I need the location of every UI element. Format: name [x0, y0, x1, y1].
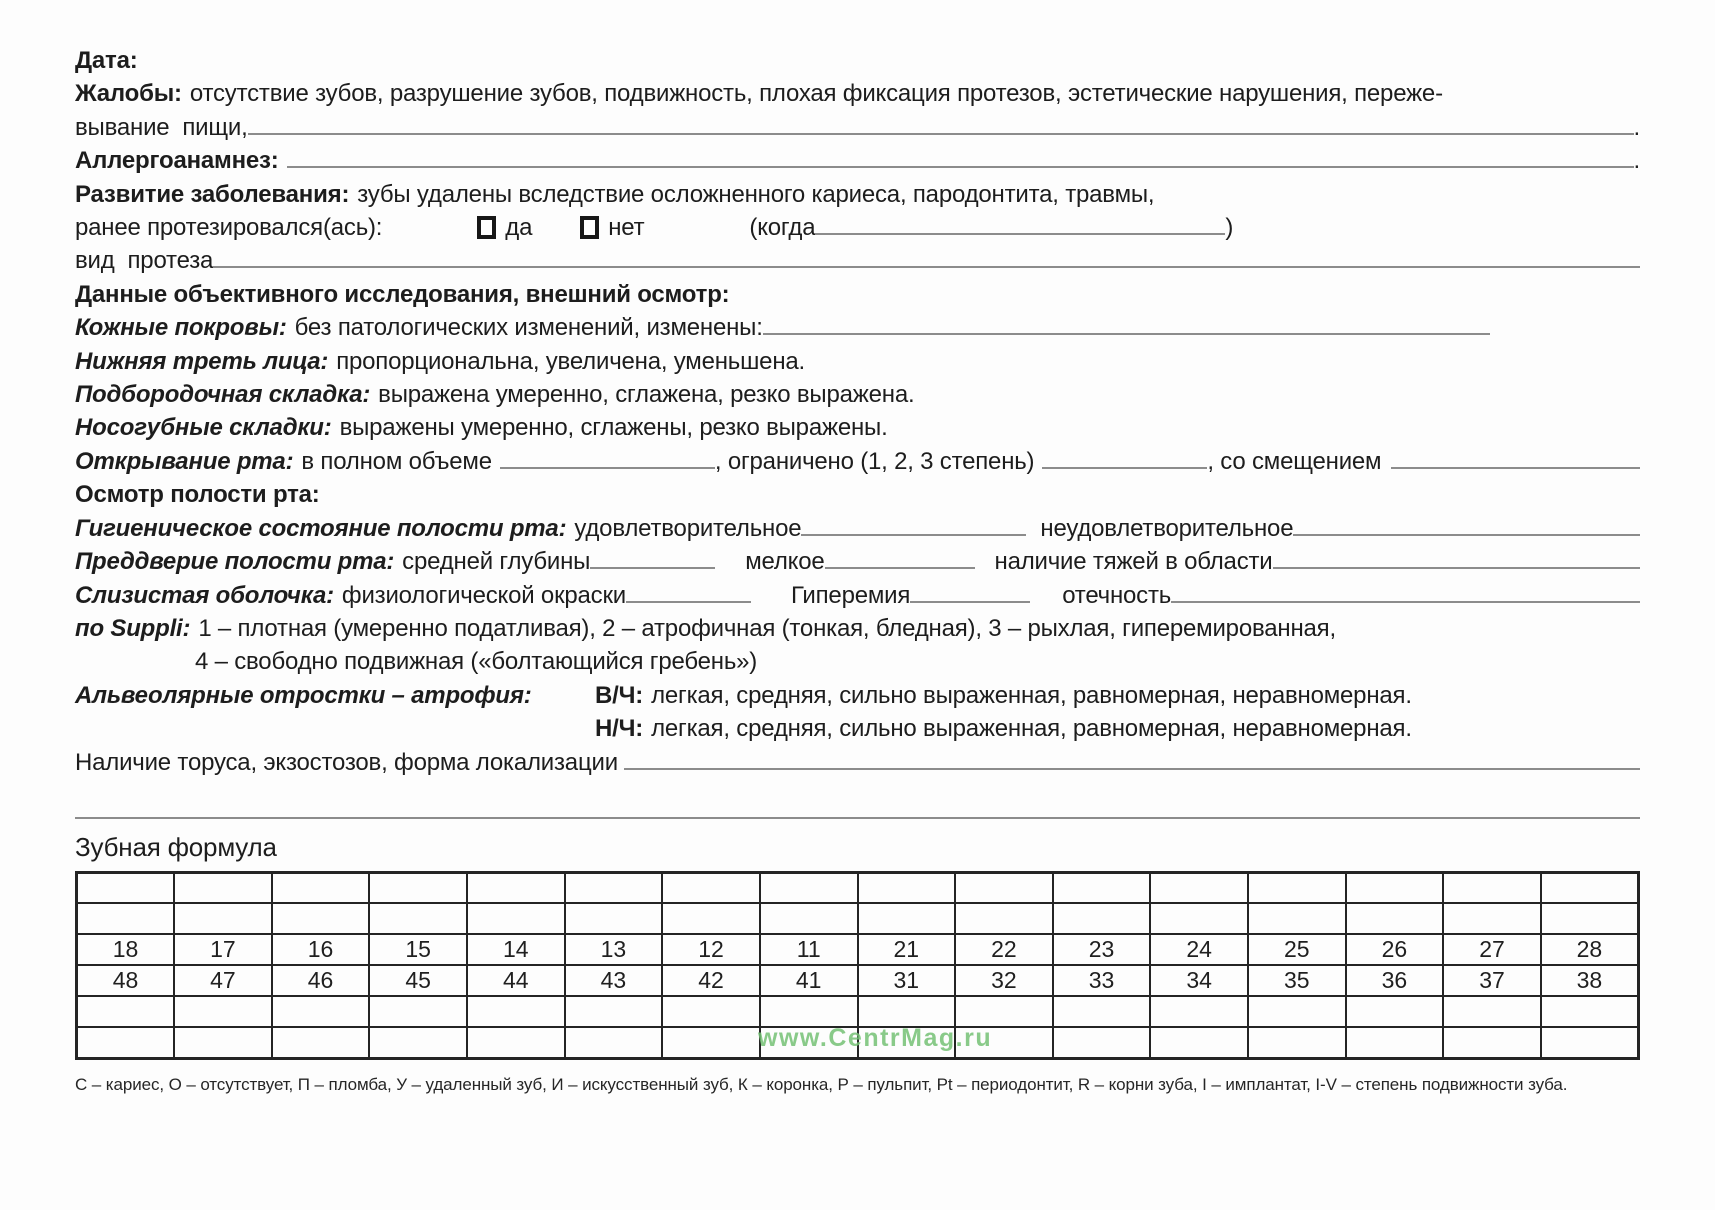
chin-fold-label: Подбородочная складка: [75, 381, 371, 409]
tooth-cell [272, 903, 370, 934]
complaints-text-continued: вывание пищи, [75, 113, 248, 141]
alveolar-lower-label: Н/Ч: [595, 715, 644, 743]
tooth-cell [1053, 996, 1151, 1027]
tooth-cell [1443, 1027, 1541, 1058]
tooth-number-cell: 44 [467, 965, 565, 996]
table-row [77, 872, 1639, 903]
tooth-cell [565, 1027, 663, 1058]
tooth-cell [77, 1027, 175, 1058]
tooth-number-cell: 35 [1248, 965, 1346, 996]
mucosa-line [75, 579, 1640, 612]
tooth-number-cell: 28 [1541, 934, 1639, 965]
prosthetics-no-label: нет [608, 214, 645, 242]
tooth-number-cell: 36 [1346, 965, 1444, 996]
blank-line [1391, 467, 1640, 469]
formula-title: Зубная формула [75, 831, 277, 862]
blank-line [825, 567, 975, 569]
tooth-cell [1248, 872, 1346, 903]
torus-line [75, 746, 1640, 779]
prosthesis-kind-label: вид протеза [75, 247, 214, 275]
tooth-cell [1150, 1027, 1248, 1058]
tooth-cell [858, 903, 956, 934]
tooth-cell [467, 903, 565, 934]
mouth-opening-line [75, 445, 1640, 478]
tooth-cell [662, 903, 760, 934]
suppli-continued-line [75, 645, 1640, 678]
tooth-cell [1541, 903, 1639, 934]
tooth-cell [1053, 1027, 1151, 1058]
tooth-cell [1443, 903, 1541, 934]
nasolabial-folds-label: Носогубные складки: [75, 414, 332, 442]
date-line [75, 44, 1640, 77]
tooth-cell [1053, 903, 1151, 934]
tooth-cell [565, 996, 663, 1027]
tooth-number-cell: 13 [565, 934, 663, 965]
hygiene-unsatisfactory: неудовлетворительное [1040, 514, 1294, 542]
vestibule-small: мелкое [745, 548, 825, 576]
blank-line [763, 333, 1490, 335]
tooth-number-cell: 45 [369, 965, 467, 996]
tooth-cell [662, 872, 760, 903]
tooth-cell [1541, 1027, 1639, 1058]
blank-line [801, 534, 1026, 536]
alveolar-label-cell [75, 679, 595, 746]
tooth-cell [565, 903, 663, 934]
oral-header-line [75, 478, 1640, 511]
tooth-cell [369, 903, 467, 934]
tooth-cell [955, 872, 1053, 903]
tooth-cell [77, 996, 175, 1027]
allergy-line [75, 144, 1640, 177]
tooth-number-cell: 16 [272, 934, 370, 965]
alveolar-upper-line [595, 679, 1640, 712]
prosthetics-label: ранее протезировался(ась): [75, 214, 383, 242]
tooth-cell [955, 996, 1053, 1027]
tooth-number-cell: 12 [662, 934, 760, 965]
blank-line [1293, 534, 1640, 536]
hygiene-label: Гигиеническое состояние полости рта: [75, 514, 567, 542]
tooth-cell [858, 872, 956, 903]
tooth-cell [1443, 872, 1541, 903]
tooth-cell [467, 996, 565, 1027]
date-label: Дата: [75, 47, 138, 74]
mouth-opening-full: в полном объеме [301, 447, 492, 475]
prosthetics-line [75, 211, 1640, 244]
tooth-number-cell: 43 [565, 965, 663, 996]
lower-face-label: Нижняя треть лица: [75, 347, 329, 375]
formula-title-line [75, 829, 1640, 865]
tooth-number-cell: 33 [1053, 965, 1151, 996]
mucosa-edema: отечность [1062, 581, 1172, 609]
nasolabial-folds-text: выражены умеренно, сглажены, резко выражены. [339, 414, 888, 442]
tooth-cell [369, 872, 467, 903]
tooth-cell [662, 996, 760, 1027]
tooth-cell [1443, 996, 1541, 1027]
lower-face-line [75, 345, 1640, 378]
tooth-number-cell: 17 [174, 934, 272, 965]
blank-line [910, 601, 1030, 603]
table-row [77, 903, 1639, 934]
lower-face-text: пропорциональна, увеличена, уменьшена. [336, 347, 805, 375]
tooth-number-cell: 18 [77, 934, 175, 965]
tooth-number-cell: 25 [1248, 934, 1346, 965]
watermark: www.CentrMag.ru [758, 1024, 993, 1052]
complaints-line [75, 77, 1640, 110]
tooth-cell [760, 903, 858, 934]
table-row-lower-teeth [77, 965, 1639, 996]
blank-line [500, 467, 715, 469]
tooth-cell [1541, 872, 1639, 903]
mucosa-normal: физиологической окраски [341, 581, 626, 609]
blank-line [815, 233, 1225, 235]
objective-header-line [75, 278, 1640, 311]
tooth-number-cell: 41 [760, 965, 858, 996]
tooth-cell [1248, 903, 1346, 934]
suppli-text-2: 4 – свободно подвижная («болтающийся гребень») [195, 648, 758, 676]
prosthetics-yes-label: да [505, 214, 533, 242]
tooth-cell [858, 996, 956, 1027]
complaints-continued-line [75, 111, 1640, 144]
disease-line [75, 178, 1640, 211]
disease-label: Развитие заболевания: [75, 180, 350, 208]
legend-line [75, 1074, 1640, 1096]
tooth-cell [174, 903, 272, 934]
blank-line [1171, 601, 1640, 603]
tooth-number-cell: 26 [1346, 934, 1444, 965]
alveolar-upper-text: легкая, средняя, сильно выраженная, равномерная, неравномерная. [651, 681, 1412, 709]
tooth-cell [1150, 872, 1248, 903]
mouth-opening-shift: , со смещением [1207, 447, 1382, 475]
alveolar-block [75, 679, 1640, 746]
vestibule-medium: средней глубины [402, 548, 591, 576]
tooth-cell [1346, 872, 1444, 903]
suppli-line [75, 612, 1640, 645]
alveolar-lower-line [595, 712, 1640, 745]
tooth-number-cell: 27 [1443, 934, 1541, 965]
hygiene-line [75, 512, 1640, 545]
oral-header: Осмотр полости рта: [75, 481, 320, 509]
blank-line [626, 601, 751, 603]
tooth-cell [272, 872, 370, 903]
tooth-number-cell: 42 [662, 965, 760, 996]
chin-fold-line [75, 378, 1640, 411]
table-row [77, 996, 1639, 1027]
tooth-cell [1248, 996, 1346, 1027]
blank-line [1042, 467, 1207, 469]
vestibule-line [75, 545, 1640, 578]
suppli-text-1: 1 – плотная (умеренно податливая), 2 – атрофичная (тонкая, бледная), 3 – рыхлая, гиперемированная, [198, 614, 1336, 642]
tooth-number-cell: 22 [955, 934, 1053, 965]
checkbox-yes [477, 216, 496, 239]
tooth-number-cell: 24 [1150, 934, 1248, 965]
tooth-number-cell: 31 [858, 965, 956, 996]
skin-line [75, 311, 1640, 344]
blank-line [590, 567, 715, 569]
tooth-cell [760, 996, 858, 1027]
complaints-period: . [1633, 113, 1640, 141]
tooth-cell [1150, 903, 1248, 934]
complaints-text: отсутствие зубов, разрушение зубов, подвижность, плохая фиксация протезов, эстетические нарушения, переже- [189, 80, 1443, 108]
dental-form-document [75, 44, 1640, 1096]
skin-label: Кожные покровы: [75, 314, 287, 342]
tooth-cell [369, 1027, 467, 1058]
tooth-cell [1248, 1027, 1346, 1058]
alveolar-lower-text: легкая, средняя, сильно выраженная, равномерная, неравномерная. [651, 715, 1412, 743]
hygiene-satisfactory: удовлетворительное [574, 514, 802, 542]
tooth-number-cell: 21 [858, 934, 956, 965]
prosthetics-when-close: ) [1225, 214, 1234, 242]
tooth-cell [272, 996, 370, 1027]
tooth-number-cell: 32 [955, 965, 1053, 996]
table-row-upper-teeth [77, 934, 1639, 965]
tooth-cell [1053, 872, 1151, 903]
allergy-label: Аллергоанамнез: [75, 147, 279, 175]
tooth-number-cell: 48 [77, 965, 175, 996]
prosthetics-when-label: (когда [749, 214, 816, 242]
tooth-number-cell: 34 [1150, 965, 1248, 996]
blank-line [624, 768, 1640, 770]
tooth-cell [174, 872, 272, 903]
chin-fold-text: выражена умеренно, сглажена, резко выражена. [378, 381, 915, 409]
tooth-cell [272, 1027, 370, 1058]
tooth-cell [1346, 903, 1444, 934]
blank-line [213, 266, 1640, 268]
tooth-number-cell: 37 [1443, 965, 1541, 996]
tooth-cell [77, 903, 175, 934]
section-divider-line [75, 817, 1640, 819]
nasolabial-folds-line [75, 411, 1640, 444]
legend-text: С – кариес, О – отсутствует, П – пломба, У – удаленный зуб, И – искусственный зуб, К – коронка, Р – пульпит, Pt – периодонтит, R – корни зуба, I – имплантат, I-V – степень подвижности зуба. [75, 1074, 1568, 1094]
tooth-cell [662, 1027, 760, 1058]
objective-header: Данные объективного исследования, внешний осмотр: [75, 280, 730, 308]
tooth-cell [467, 1027, 565, 1058]
prosthesis-kind-line [75, 244, 1640, 277]
checkbox-no [580, 216, 599, 239]
torus-label: Наличие торуса, экзостозов, форма локализации [75, 748, 618, 776]
tooth-number-cell: 46 [272, 965, 370, 996]
complaints-label: Жалобы: [75, 80, 182, 108]
tooth-number-cell: 14 [467, 934, 565, 965]
tooth-number-cell: 38 [1541, 965, 1639, 996]
mouth-opening-limited: , ограничено (1, 2, 3 степень) [714, 447, 1035, 475]
allergy-period: . [1633, 147, 1640, 175]
skin-text: без патологических изменений, изменены: [294, 314, 763, 342]
tooth-number-cell: 47 [174, 965, 272, 996]
tooth-cell [174, 996, 272, 1027]
tooth-cell [467, 872, 565, 903]
tooth-number-cell: 11 [760, 934, 858, 965]
vestibule-bands: наличие тяжей в области [994, 548, 1273, 576]
disease-text: зубы удалены вследствие осложненного кариеса, пародонтита, травмы, [357, 180, 1155, 208]
mucosa-hyperemia: Гиперемия [790, 581, 911, 609]
vestibule-label: Преддверие полости рта: [75, 548, 395, 576]
tooth-cell [369, 996, 467, 1027]
tooth-number-cell: 15 [369, 934, 467, 965]
tooth-cell [77, 872, 175, 903]
alveolar-label: Альвеолярные отростки – атрофия: [75, 681, 532, 709]
blank-line [1273, 567, 1640, 569]
tooth-cell [565, 872, 663, 903]
blank-line [287, 166, 1634, 168]
blank-line [248, 133, 1634, 135]
tooth-cell [174, 1027, 272, 1058]
mouth-opening-label: Открывание рта: [75, 447, 294, 475]
tooth-cell [955, 903, 1053, 934]
tooth-cell [1541, 996, 1639, 1027]
tooth-number-cell: 23 [1053, 934, 1151, 965]
mucosa-label: Слизистая оболочка: [75, 581, 334, 609]
alveolar-upper-label: В/Ч: [595, 681, 644, 709]
tooth-cell [1346, 1027, 1444, 1058]
alveolar-values-cell [595, 679, 1640, 746]
tooth-cell [1346, 996, 1444, 1027]
tooth-cell [760, 872, 858, 903]
tooth-cell [1150, 996, 1248, 1027]
suppli-label: по Suppli: [75, 614, 191, 642]
